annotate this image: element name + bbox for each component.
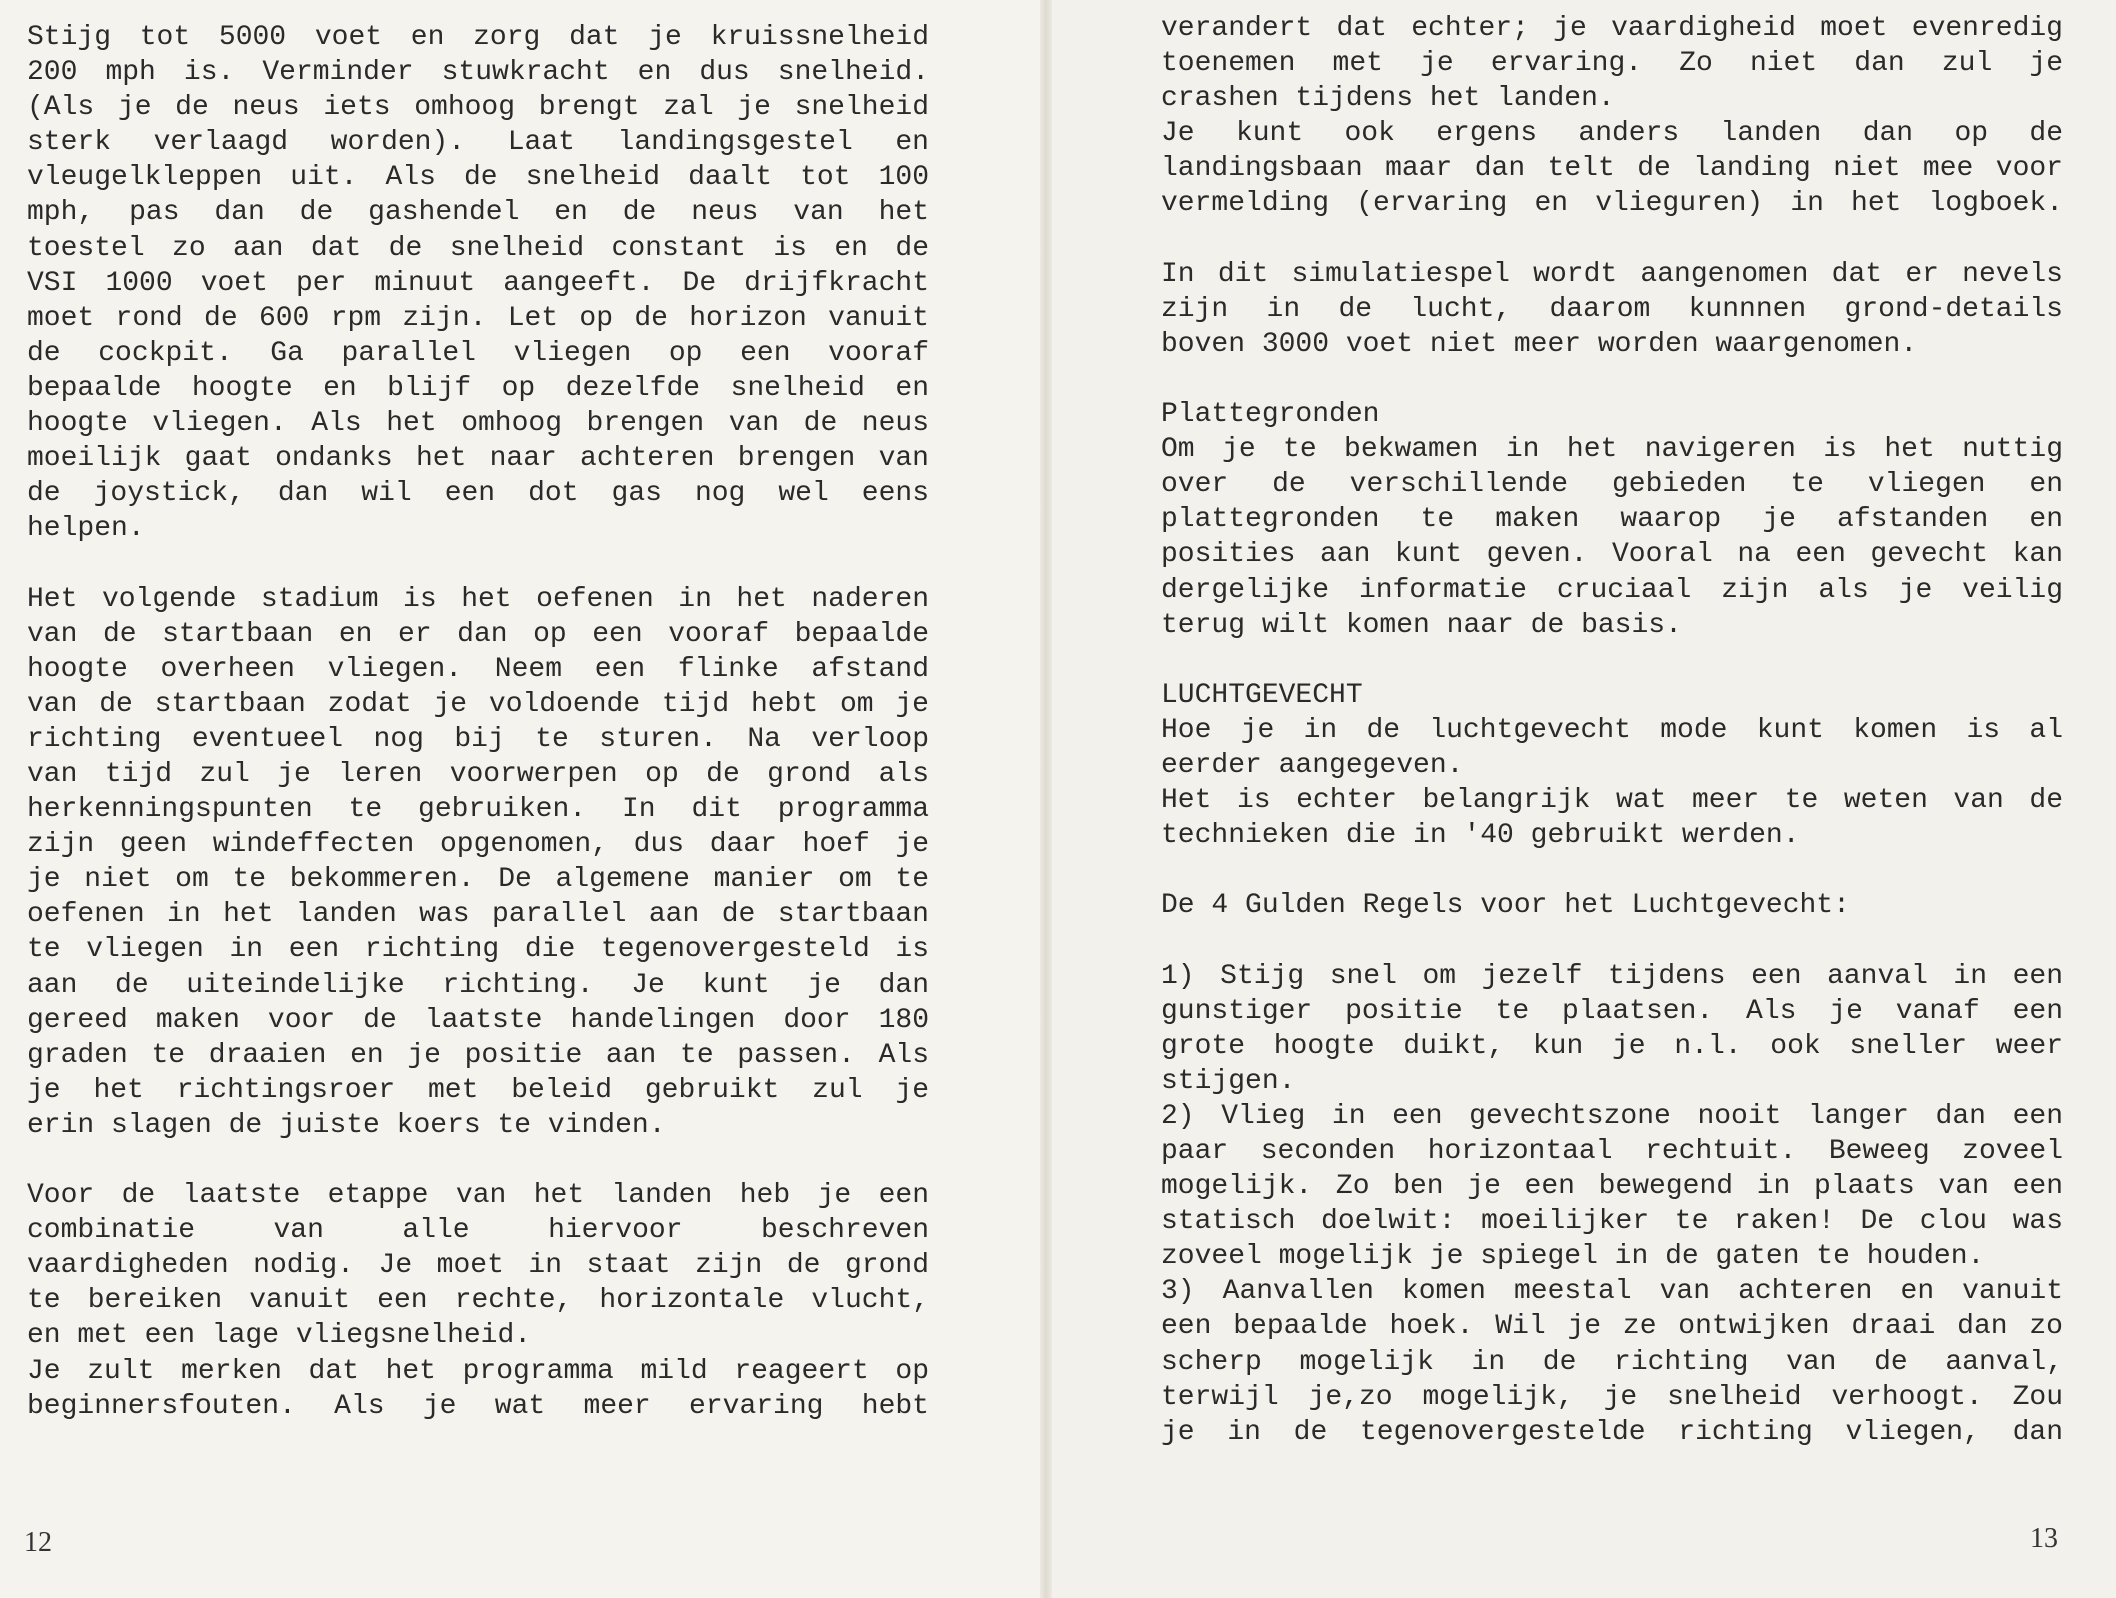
text-line: oefenen in het landen was parallel aan de startbaan — [27, 899, 929, 931]
blank-line — [1161, 853, 2063, 888]
left-page-text — [27, 20, 929, 1424]
text-line: plattegronden te maken waarop je afstanden en — [1161, 504, 2063, 536]
text-line: moet rond de 600 rpm zijn. Let op de horizon vanuit — [27, 302, 929, 334]
blank-line — [27, 546, 929, 581]
text-line: scherp mogelijk in de richting van de aanval, — [1161, 1346, 2063, 1378]
text-line: Stijg tot 5000 voet en zorg dat je kruissnelheid — [27, 22, 929, 53]
text-line: de joystick, dan wil een dot gas nog wel eens — [27, 478, 929, 510]
text-line: sterk verlaagd worden). Laat landingsgestel en — [27, 127, 929, 159]
text-line: Om je te bekwamen in het navigeren is het nuttig — [1161, 434, 2063, 466]
text-line: van de startbaan en er dan op een vooraf bepaalde — [27, 618, 929, 650]
text-line: over de verschillende gebieden te vliegen en — [1161, 469, 2063, 501]
blank-line — [1161, 643, 2063, 678]
text-line: hoogte overheen vliegen. Neem een flinke afstand — [27, 653, 929, 685]
text-line: Je kunt ook ergens anders landen dan op de — [1161, 118, 2063, 150]
text-line: aan de uiteindelijke richting. Je kunt je dan — [27, 969, 929, 1001]
text-line: je niet om te bekommeren. De algemene manier om te — [27, 864, 929, 896]
text-line: technieken die in '40 gebruikt werden. — [1161, 820, 1800, 852]
text-line: 2) Vlieg in een gevechtszone nooit langer dan een — [1161, 1100, 2063, 1132]
text-line: paar seconden horizontaal rechtuit. Beweeg zoveel — [1161, 1136, 2063, 1167]
text-line: LUCHTGEVECHT — [1161, 679, 1363, 711]
text-line: crashen tijdens het landen. — [1161, 83, 1615, 115]
text-line: helpen. — [27, 513, 145, 545]
text-line: graden te draaien en je positie aan te passen. Als — [27, 1039, 929, 1071]
text-line: grote hoogte duikt, kun je n.l. ook sneller weer — [1161, 1030, 2063, 1062]
text-line: toestel zo aan dat de snelheid constant is en de — [27, 232, 929, 264]
text-line: 1) Stijg snel om jezelf tijdens een aanval in een — [1161, 960, 2063, 992]
text-line: statisch doelwit: moeilijker te raken! De clou was — [1161, 1206, 2063, 1238]
text-line: combinatie van alle hiervoor beschreven — [27, 1215, 929, 1247]
text-line: Voor de laatste etappe van het landen heb je een — [27, 1180, 929, 1212]
text-line: stijgen. — [1161, 1065, 1296, 1097]
text-line: mogelijk. Zo ben je een bewegend in plaats van een — [1161, 1171, 2063, 1203]
left-page — [0, 0, 1046, 1598]
text-line: verandert dat echter; je vaardigheid moet evenredig — [1161, 13, 2063, 44]
text-line: zijn geen windeffecten opgenomen, dus daar hoef je — [27, 829, 929, 861]
text-line: boven 3000 voet niet meer worden waargenomen. — [1161, 328, 1918, 360]
text-line: posities aan kunt geven. Vooral na een gevecht kan — [1161, 539, 2063, 571]
text-line: terug wilt komen naar de basis. — [1161, 609, 1682, 641]
text-line: Het volgende stadium is het oefenen in het naderen — [27, 583, 929, 615]
text-line: Je zult merken dat het programma mild reageert op — [27, 1355, 929, 1387]
blank-line — [1161, 362, 2063, 397]
page-number-right: 13 — [2030, 1523, 2058, 1554]
page-number-left: 12 — [24, 1527, 52, 1558]
text-line: gereed maken voor de laatste handelingen door 180 — [27, 1004, 929, 1036]
blank-line — [27, 1143, 929, 1178]
text-line: De 4 Gulden Regels voor het Luchtgevecht: — [1161, 890, 1850, 922]
text-line: te vliegen in een richting die tegenovergesteld is — [27, 934, 929, 966]
text-line: erin slagen de juiste koers te vinden. — [27, 1109, 666, 1141]
text-line: je het richtingsroer met beleid gebruikt zul je — [27, 1074, 929, 1106]
text-line: te bereiken vanuit een rechte, horizontale vlucht, — [27, 1285, 929, 1317]
blank-line — [1161, 923, 2063, 958]
book-gutter — [1040, 0, 1052, 1598]
text-line: 3) Aanvallen komen meestal van achteren en vanuit — [1161, 1276, 2063, 1308]
text-line: Het is echter belangrijk wat meer te weten van de — [1161, 785, 2063, 817]
blank-line — [1161, 222, 2063, 257]
text-line: een bepaalde hoek. Wil je ze ontwijken draai dan zo — [1161, 1311, 2063, 1343]
text-line: herkenningspunten te gebruiken. In dit programma — [27, 794, 929, 826]
text-line: zoveel mogelijk je spiegel in de gaten te houden. — [1161, 1241, 1985, 1273]
text-line: en met een lage vliegsnelheid. — [27, 1320, 532, 1352]
right-page — [1046, 0, 2116, 1598]
text-line: van de startbaan zodat je voldoende tijd hebt om je — [27, 688, 929, 720]
text-line: van tijd zul je leren voorwerpen op de grond als — [27, 758, 929, 790]
text-line: richting eventueel nog bij te sturen. Na verloop — [27, 723, 929, 755]
text-line: hoogte vliegen. Als het omhoog brengen van de neus — [27, 408, 929, 440]
text-line: eerder aangegeven. — [1161, 749, 1464, 781]
text-line: moeilijk gaat ondanks het naar achteren brengen van — [27, 443, 929, 475]
text-line: In dit simulatiespel wordt aangenomen dat er nevels — [1161, 258, 2063, 290]
right-page-text — [1161, 11, 2063, 1450]
text-line: beginnersfouten. Als je wat meer ervaring hebt — [27, 1390, 929, 1422]
text-line: Plattegronden — [1161, 399, 1380, 431]
text-line: landingsbaan maar dan telt de landing niet mee voor — [1161, 153, 2063, 185]
text-line: (Als je de neus iets omhoog brengt zal je snelheid — [27, 92, 929, 124]
text-line: vermelding (ervaring en vlieguren) in het logboek. — [1161, 188, 2063, 220]
text-line: de cockpit. Ga parallel vliegen op een vooraf — [27, 337, 929, 369]
text-line: toenemen met je ervaring. Zo niet dan zul je — [1161, 48, 2063, 80]
text-line: vleugelkleppen uit. Als de snelheid daalt tot 100 — [27, 162, 929, 194]
text-line: vaardigheden nodig. Je moet in staat zijn de grond — [27, 1250, 929, 1282]
text-line: VSI 1000 voet per minuut aangeeft. De drijfkracht — [27, 267, 929, 299]
text-line: mph, pas dan de gashendel en de neus van het — [27, 197, 929, 229]
text-line: terwijl je,zo mogelijk, je snelheid verhoogt. Zou — [1161, 1381, 2063, 1413]
text-line: Hoe je in de luchtgevecht mode kunt komen is al — [1161, 714, 2063, 746]
text-line: zijn in de lucht, daarom kunnnen grond-details — [1161, 293, 2063, 325]
text-line: 200 mph is. Verminder stuwkracht en dus snelheid. — [27, 57, 929, 89]
text-line: dergelijke informatie cruciaal zijn als je veilig — [1161, 574, 2063, 606]
text-line: gunstiger positie te plaatsen. Als je vanaf een — [1161, 995, 2063, 1027]
text-line: bepaalde hoogte en blijf op dezelfde snelheid en — [27, 372, 929, 404]
text-line: je in de tegenovergestelde richting vliegen, dan — [1161, 1416, 2063, 1448]
